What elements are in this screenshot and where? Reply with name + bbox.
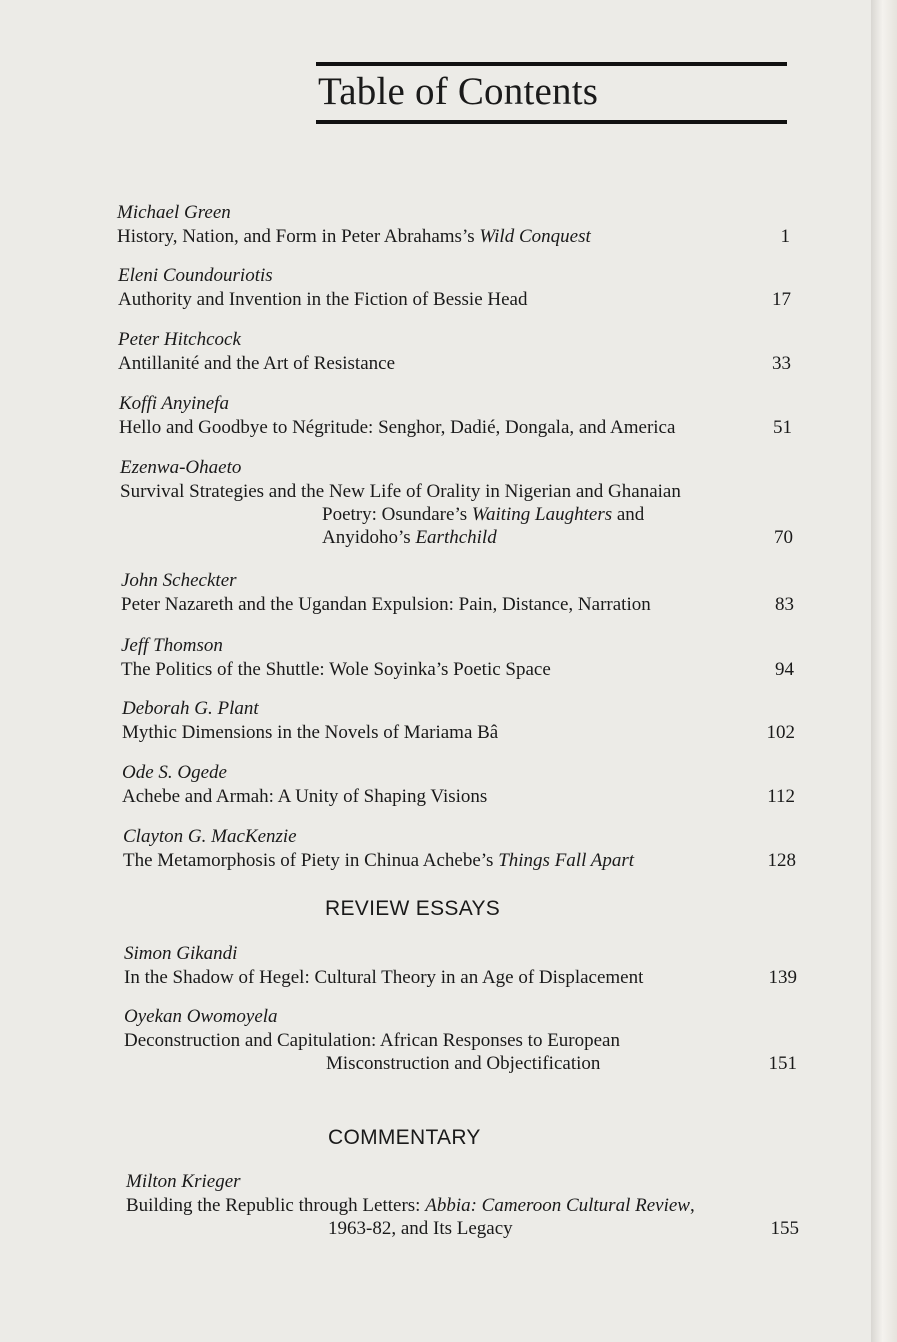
entry-title-line bbox=[124, 1052, 797, 1075]
entry-author: Clayton G. MacKenzie bbox=[123, 826, 297, 847]
page-title: Table of Contents bbox=[318, 70, 599, 113]
entry-author: Eleni Coundouriotis bbox=[118, 265, 273, 286]
entry-page-number: 128 bbox=[767, 850, 796, 871]
entry-title-line bbox=[117, 225, 790, 248]
entry-title-line bbox=[126, 1194, 799, 1217]
entry-title-line bbox=[124, 966, 797, 989]
entry-page-number: 155 bbox=[770, 1218, 799, 1239]
entry-title-italic: Waiting Laughters bbox=[471, 504, 613, 525]
entry-title-line bbox=[120, 526, 793, 549]
entry-page-number: 51 bbox=[773, 417, 792, 438]
entry-title-line bbox=[122, 721, 795, 744]
entry-author: Oyekan Owomoyela bbox=[124, 1006, 278, 1027]
header-rule-bottom bbox=[316, 120, 787, 124]
entry-title-text: Anyidoho’s bbox=[322, 527, 416, 548]
entry-title-text: Poetry: Osundare’s bbox=[322, 504, 472, 525]
entry-author: Peter Hitchcock bbox=[118, 329, 241, 350]
entry-page-number: 33 bbox=[772, 353, 791, 374]
entry-title-italic: Wild Conquest bbox=[479, 226, 591, 247]
entry-title-line bbox=[124, 1029, 797, 1052]
entry-title-text: In the Shadow of Hegel: Cultural Theory in an Age of Displacement bbox=[124, 967, 644, 988]
toc-entry bbox=[117, 201, 790, 248]
entry-author: John Scheckter bbox=[121, 570, 237, 591]
entry-title-italic: Abbia: Cameroon Cultural Review bbox=[425, 1195, 690, 1216]
entry-title-text: Deconstruction and Capitulation: African Responses to European bbox=[124, 1030, 620, 1051]
entry-title-line bbox=[121, 593, 794, 616]
entry-title-text: 1963-82, and Its Legacy bbox=[328, 1218, 513, 1239]
entry-title-text: Authority and Invention in the Fiction of Bessie Head bbox=[118, 289, 528, 310]
entry-title-line bbox=[118, 352, 791, 375]
toc-entry bbox=[118, 264, 791, 311]
entry-title-text: Survival Strategies and the New Life of Orality in Nigerian and Ghanaian bbox=[120, 481, 681, 502]
entry-author: Koffi Anyinefa bbox=[119, 393, 229, 414]
entry-title-text: Mythic Dimensions in the Novels of Mariama Bâ bbox=[122, 722, 499, 743]
entry-title-line bbox=[123, 849, 796, 872]
entry-title-line bbox=[121, 658, 794, 681]
entry-title-italic: Earthchild bbox=[415, 527, 497, 548]
entry-title-text: The Metamorphosis of Piety in Chinua Achebe’s bbox=[123, 850, 499, 871]
entry-title-text: Misconstruction and Objectification bbox=[326, 1053, 601, 1074]
entry-author: Ezenwa-Ohaeto bbox=[120, 457, 242, 478]
entry-page-number: 139 bbox=[768, 967, 797, 988]
entry-title-line bbox=[119, 416, 792, 439]
toc-entry bbox=[126, 1170, 799, 1240]
toc-entry bbox=[120, 456, 793, 549]
entry-author: Simon Gikandi bbox=[124, 943, 238, 964]
entry-title-line bbox=[118, 288, 791, 311]
entry-author: Michael Green bbox=[117, 202, 231, 223]
section-heading-commentary: COMMENTARY bbox=[328, 1126, 481, 1149]
toc-entry bbox=[121, 634, 794, 681]
toc-entry bbox=[123, 825, 796, 872]
entry-title-text: Building the Republic through Letters: bbox=[126, 1195, 426, 1216]
toc-entry bbox=[122, 761, 795, 808]
toc-entry bbox=[122, 697, 795, 744]
entry-author: Deborah G. Plant bbox=[122, 698, 259, 719]
entry-author: Ode S. Ogede bbox=[122, 762, 227, 783]
toc-entry bbox=[124, 1005, 797, 1075]
entry-page-number: 1 bbox=[780, 226, 790, 247]
toc-entry bbox=[118, 328, 791, 375]
entry-page-number: 70 bbox=[774, 527, 793, 548]
toc-entry bbox=[119, 392, 792, 439]
entry-page-number: 102 bbox=[766, 722, 795, 743]
entry-title-text: and bbox=[612, 504, 645, 525]
toc-entry bbox=[124, 942, 797, 989]
entry-page-number: 17 bbox=[772, 289, 791, 310]
entry-title-text: Hello and Goodbye to Négritude: Senghor, Dadié, Dongala, and America bbox=[119, 417, 676, 438]
entry-page-number: 151 bbox=[768, 1053, 797, 1074]
section-heading-review-essays: REVIEW ESSAYS bbox=[325, 897, 501, 920]
entry-title-italic: Things Fall Apart bbox=[498, 850, 635, 871]
entry-title-line bbox=[122, 785, 795, 808]
entry-title-line bbox=[120, 503, 793, 526]
entry-author: Jeff Thomson bbox=[121, 635, 223, 656]
page-edge bbox=[871, 0, 897, 1342]
toc-header bbox=[316, 62, 787, 124]
entry-title-line bbox=[120, 480, 793, 503]
entry-title-text: Antillanité and the Art of Resistance bbox=[118, 353, 396, 374]
entry-title-text: , bbox=[689, 1195, 695, 1216]
entry-title-text: Achebe and Armah: A Unity of Shaping Visions bbox=[122, 786, 488, 807]
entry-page-number: 94 bbox=[775, 659, 794, 680]
entry-title-text: Peter Nazareth and the Ugandan Expulsion: Pain, Distance, Narration bbox=[121, 594, 651, 615]
entry-page-number: 83 bbox=[775, 594, 794, 615]
toc-entry bbox=[121, 569, 794, 616]
entry-title-text: History, Nation, and Form in Peter Abrahams’s bbox=[117, 226, 480, 247]
entry-author: Milton Krieger bbox=[126, 1171, 241, 1192]
entry-page-number: 112 bbox=[767, 786, 795, 807]
entry-title-line bbox=[126, 1217, 799, 1240]
entry-title-text: The Politics of the Shuttle: Wole Soyinka’s Poetic Space bbox=[121, 659, 551, 680]
